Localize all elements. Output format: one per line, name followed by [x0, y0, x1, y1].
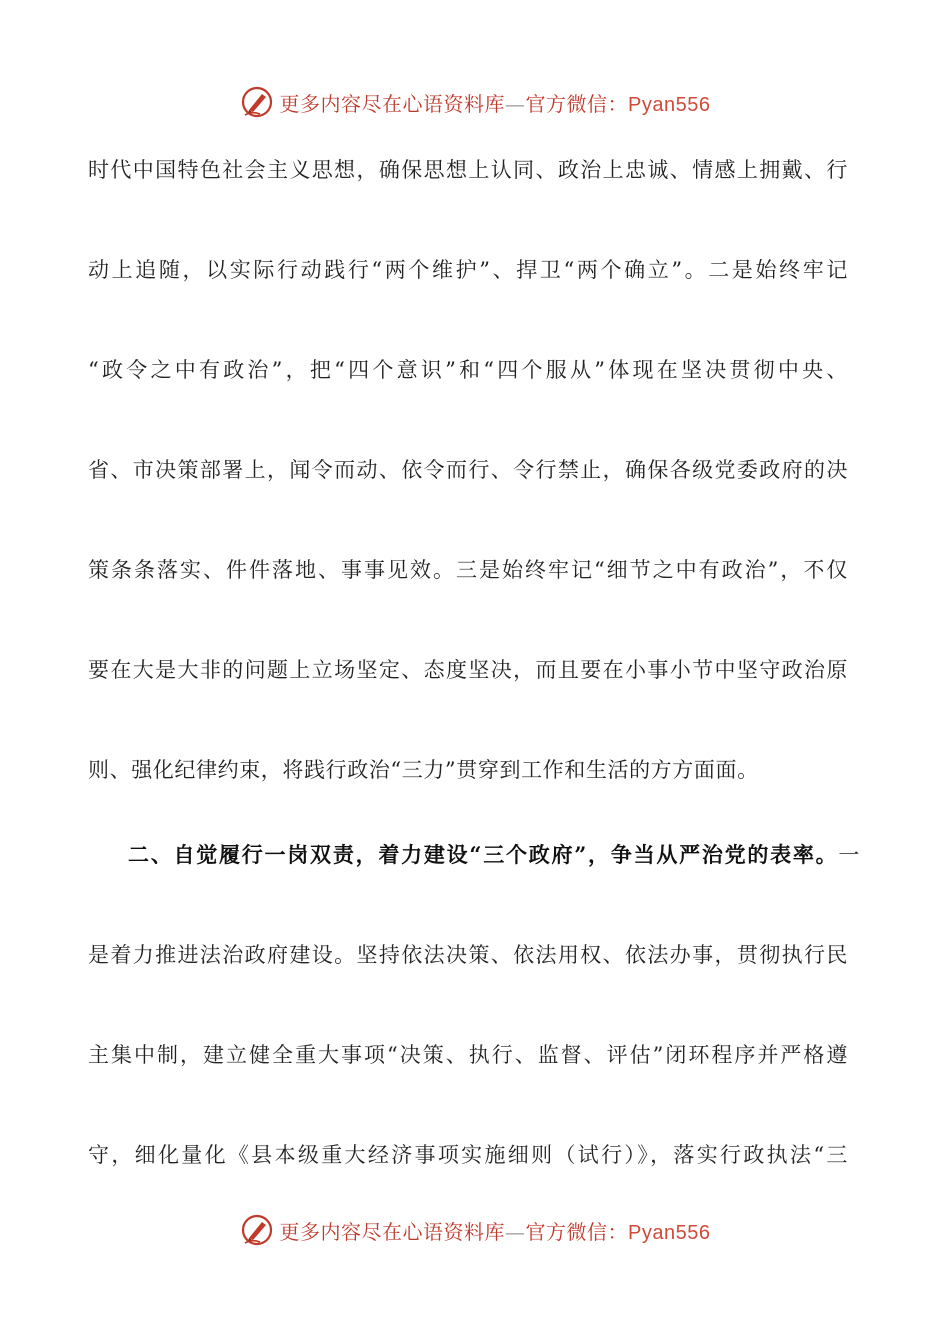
- watermark-dash: —: [505, 1219, 526, 1244]
- body-line-3: “政令之中有政治”，把“四个意识”和“四个服从”体现在坚决贯彻中央、: [88, 358, 848, 382]
- pen-logo-icon: [240, 85, 274, 119]
- watermark-wechat-id: Pyan556: [628, 1221, 711, 1244]
- header-watermark-banner: [0, 82, 950, 122]
- body-line-10: 守，细化量化《县本级重大经济事项实施细则（试行）》，落实行政执法“三: [88, 1143, 848, 1167]
- body-line-4: 省、市决策部署上，闻令而动、依令而行、令行禁止，确保各级党委政府的决: [88, 458, 848, 482]
- body-line-1: 时代中国特色社会主义思想，确保思想上认同、政治上忠诚、情感上拥戴、行: [88, 158, 848, 182]
- body-line-5: 策条条落实、件件落地、事事见效。三是始终牢记“细节之中有政治”，不仅: [88, 558, 848, 582]
- section-heading-continuation: 一: [838, 843, 860, 867]
- watermark-dash: —: [505, 91, 526, 116]
- body-line-7: 则、强化纪律约束，将践行政治“三力”贯穿到工作和生活的方方面面。: [88, 758, 759, 782]
- pen-logo-icon: [240, 1213, 274, 1247]
- body-line-9: 主集中制，建立健全重大事项“决策、执行、监督、评估”闭环程序并严格遵: [88, 1043, 848, 1067]
- watermark-wechat-label: 官方微信：: [525, 1219, 629, 1244]
- watermark-prefix: 更多内容尽在心语资料库: [279, 1219, 506, 1244]
- body-line-6: 要在大是大非的问题上立场坚定、态度坚决，而且要在小事小节中坚守政治原: [88, 658, 848, 682]
- footer-watermark-banner: [0, 1210, 950, 1250]
- watermark-text: [280, 88, 711, 117]
- watermark-wechat-id: Pyan556: [628, 93, 711, 116]
- watermark-wechat-label: 官方微信：: [525, 91, 629, 116]
- watermark-prefix: 更多内容尽在心语资料库: [279, 91, 506, 116]
- section-heading-line: [128, 840, 860, 870]
- section-heading: 二、自觉履行一岗双责，着力建设“三个政府”，争当从严治党的表率。: [128, 842, 839, 867]
- body-line-2: 动上追随，以实际行动践行“两个维护”、捍卫“两个确立”。二是始终牢记: [88, 258, 848, 282]
- body-line-8: 是着力推进法治政府建设。坚持依法决策、依法用权、依法办事，贯彻执行民: [88, 943, 848, 967]
- watermark-text: [280, 1216, 711, 1245]
